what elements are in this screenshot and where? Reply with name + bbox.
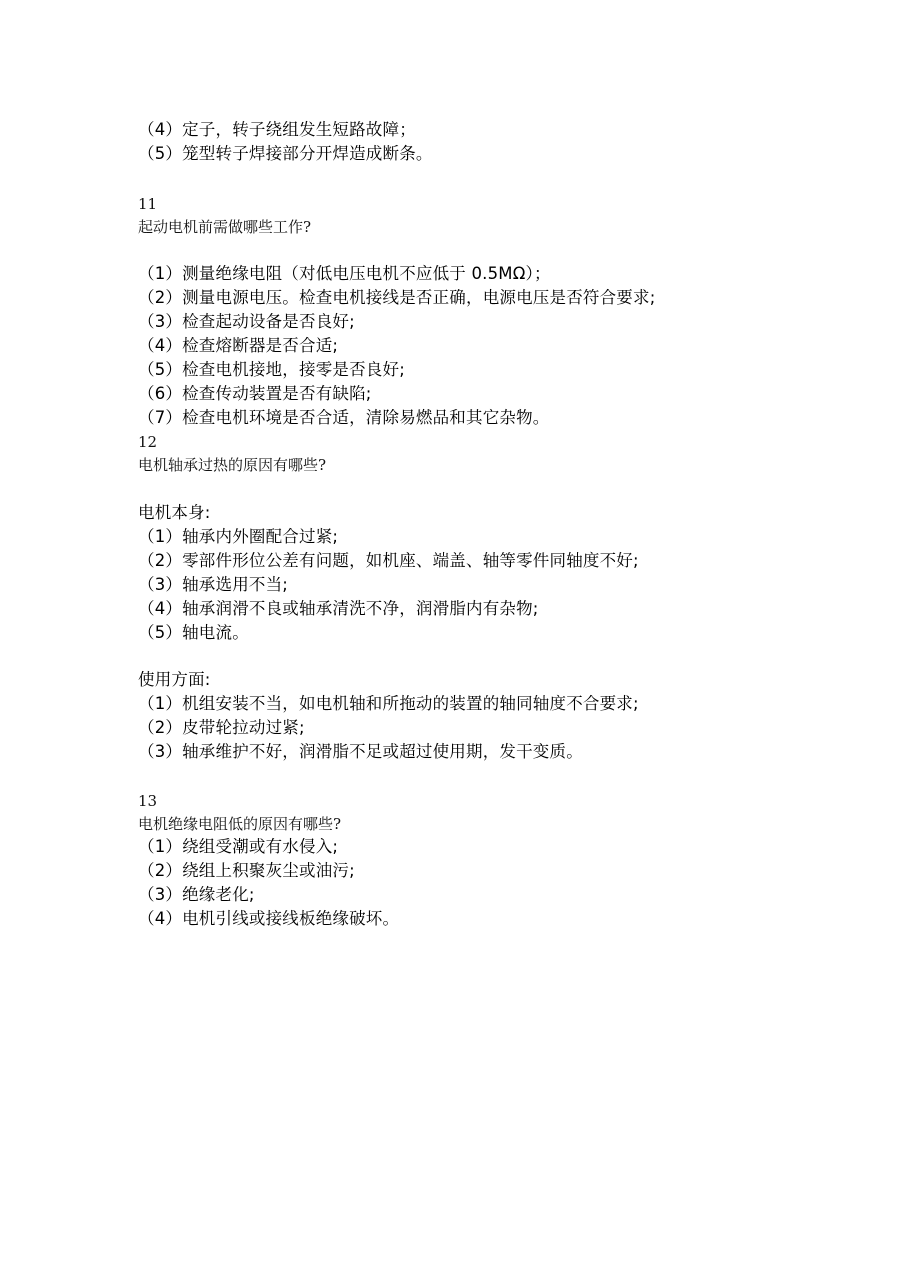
question-title-11: 起动电机前需做哪些工作?: [138, 218, 312, 236]
q12-motor-item: （2）零部件形位公差有问题，如机座、端盖、轴等零件同轴度不好;: [138, 551, 639, 570]
q13-item: （3）绝缘老化;: [138, 885, 255, 904]
q12-usage-item: （3）轴承维护不好，润滑脂不足或超过使用期，发干变质。: [138, 742, 583, 761]
q13-item: （4）电机引线或接线板绝缘破坏。: [138, 909, 400, 928]
q13-item: （1）绕组受潮或有水侵入;: [138, 837, 339, 856]
q11-item: （4）检查熔断器是否合适;: [138, 336, 339, 355]
q11-item: （7）检查电机环境是否合适，清除易燃品和其它杂物。: [138, 408, 550, 427]
intro-item: （5）笼型转子焊接部分开焊造成断条。: [138, 144, 433, 163]
question-number-13: 13: [138, 792, 158, 810]
q12-group-heading-usage: 使用方面:: [138, 670, 211, 689]
q11-item: （3）检查起动设备是否良好;: [138, 312, 355, 331]
q11-item: （5）检查电机接地，接零是否良好;: [138, 360, 405, 379]
question-number-12: 12: [138, 433, 158, 451]
q12-motor-item: （4）轴承润滑不良或轴承清洗不净，润滑脂内有杂物;: [138, 599, 539, 618]
question-title-12: 电机轴承过热的原因有哪些?: [138, 456, 327, 474]
question-number-11: 11: [138, 195, 158, 213]
q12-usage-item: （2）皮带轮拉动过紧;: [138, 718, 305, 737]
q12-group-heading-motor: 电机本身:: [138, 503, 211, 522]
q11-item: （1）测量绝缘电阻（对低电压电机不应低于 0.5MΩ）；: [138, 264, 551, 283]
q12-usage-item: （1）机组安装不当，如电机轴和所拖动的装置的轴同轴度不合要求;: [138, 694, 639, 713]
question-title-13: 电机绝缘电阻低的原因有哪些?: [138, 815, 342, 833]
intro-item: （4）定子，转子绕组发生短路故障；: [138, 120, 416, 139]
q12-motor-item: （1）轴承内外圈配合过紧;: [138, 527, 339, 546]
q12-motor-item: （5）轴电流。: [138, 623, 249, 642]
q13-item: （2）绕组上积聚灰尘或油污;: [138, 861, 355, 880]
q12-motor-item: （3）轴承选用不当;: [138, 575, 289, 594]
q11-item: （6）检查传动装置是否有缺陷;: [138, 384, 372, 403]
q11-item: （2）测量电源电压。检查电机接线是否正确，电源电压是否符合要求;: [138, 288, 656, 307]
